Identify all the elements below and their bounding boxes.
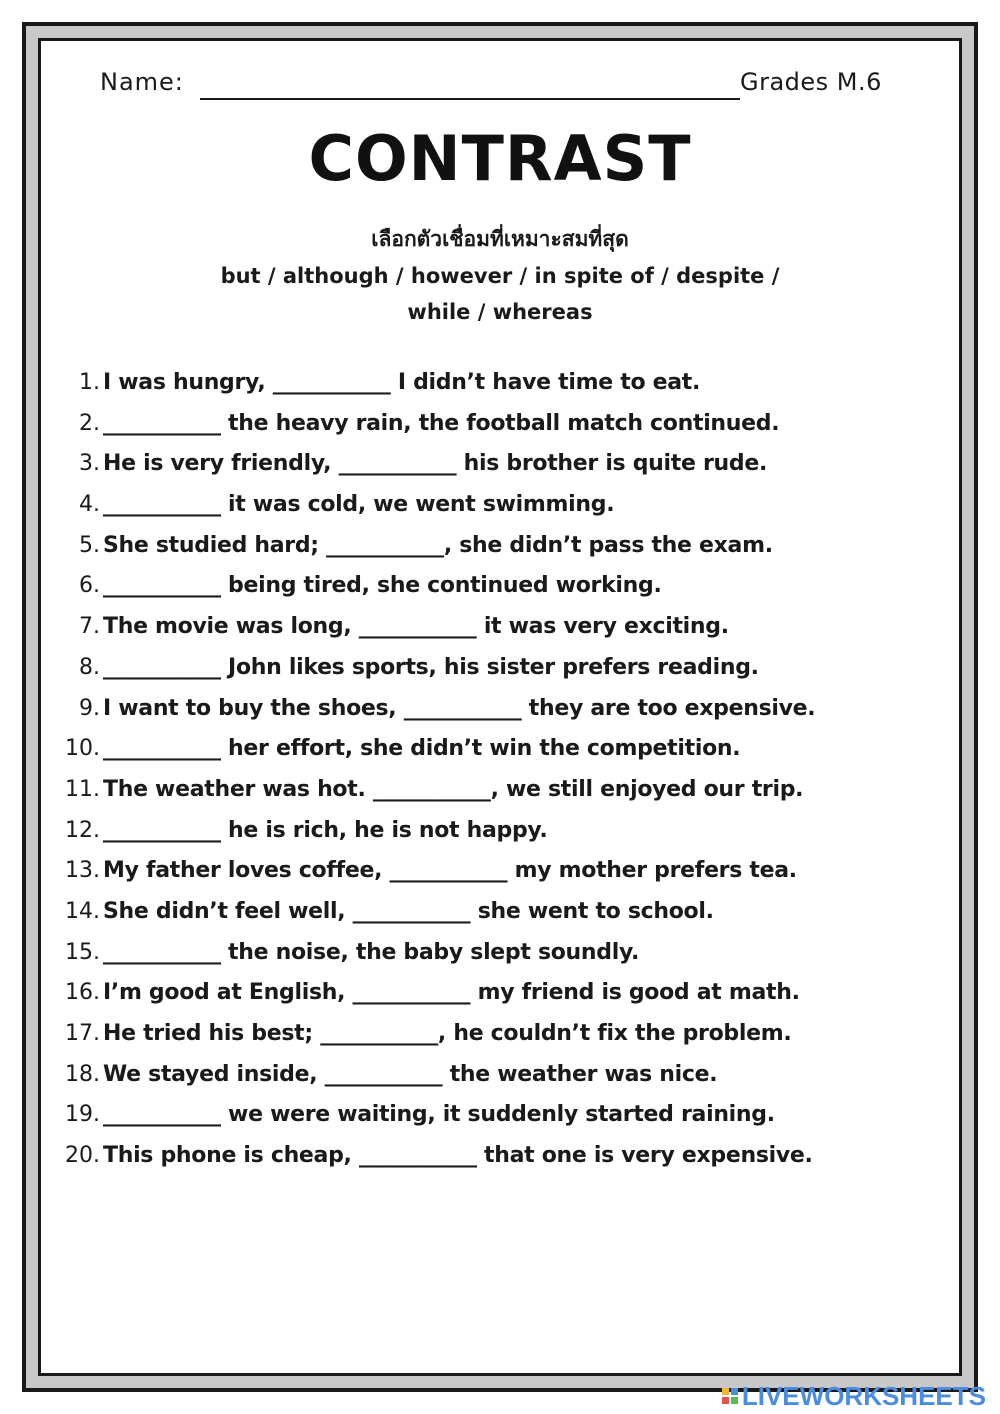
question-number: 11. (65, 776, 100, 802)
name-row (100, 64, 900, 104)
question-item (0, 1137, 1000, 1178)
question-number: 18. (65, 1061, 100, 1087)
question-item (0, 730, 1000, 771)
question-text[interactable]: This phone is cheap, ___________ that one is very expensive. (103, 1143, 813, 1169)
question-list (0, 364, 1000, 1178)
question-number: 6. (79, 573, 100, 599)
question-number: 2. (79, 410, 100, 436)
question-number: 1. (79, 370, 100, 395)
liveworksheets-logo-icon (722, 1388, 738, 1404)
question-text[interactable]: ___________ we were waiting, it suddenly started raining. (103, 1102, 775, 1128)
question-item (0, 1015, 1000, 1056)
question-item (0, 649, 1000, 690)
question-text[interactable]: He tried his best; ___________, he couldn’t fix the problem. (103, 1021, 792, 1046)
question-item (0, 812, 1000, 853)
question-number: 9. (79, 695, 100, 721)
name-input-line[interactable] (200, 98, 740, 100)
question-number: 5. (79, 532, 100, 558)
question-text[interactable]: I want to buy the shoes, ___________ they are too expensive. (103, 695, 816, 721)
question-item (0, 690, 1000, 731)
question-item (0, 445, 1000, 486)
question-item (0, 1056, 1000, 1097)
question-item (0, 608, 1000, 649)
word-bank (150, 258, 850, 330)
question-text[interactable]: ___________ the heavy rain, the football match continued. (103, 410, 780, 436)
question-text[interactable]: I’m good at English, ___________ my friend is good at math. (103, 980, 800, 1006)
word-bank-line-2: while / whereas (407, 300, 593, 324)
question-text[interactable]: He is very friendly, ___________ his brother is quite rude. (103, 451, 767, 477)
question-number: 8. (79, 654, 100, 680)
question-text[interactable]: We stayed inside, ___________ the weather was nice. (103, 1061, 718, 1087)
question-text[interactable]: ___________ John likes sports, his sister prefers reading. (103, 654, 759, 680)
question-number: 13. (65, 858, 100, 884)
question-item (0, 486, 1000, 527)
question-text[interactable]: ___________ her effort, she didn’t win the competition. (103, 736, 741, 762)
instruction-text: เลือกตัวเชื่อมที่เหมาะสมที่สุด (371, 227, 629, 251)
question-item (0, 771, 1000, 812)
logo-square-yellow (722, 1388, 729, 1395)
logo-square-blue (731, 1388, 738, 1395)
question-number: 16. (65, 980, 100, 1006)
question-number: 20. (65, 1143, 100, 1169)
question-text[interactable]: I was hungry, ___________ I didn’t have time to eat. (103, 370, 701, 395)
question-text[interactable]: She studied hard; ___________, she didn’t pass the exam. (103, 532, 773, 558)
question-text[interactable]: ___________ the noise, the baby slept soundly. (103, 939, 640, 965)
question-item (0, 364, 1000, 405)
question-item (0, 527, 1000, 568)
question-number: 14. (65, 898, 100, 924)
word-bank-line-1: but / although / however / in spite of / despite / (220, 264, 780, 288)
question-number: 15. (65, 939, 100, 965)
logo-square-red (722, 1397, 729, 1404)
question-number: 4. (79, 492, 100, 518)
question-item (0, 934, 1000, 975)
question-text[interactable]: My father loves coffee, ___________ my mother prefers tea. (103, 858, 797, 884)
question-item (0, 893, 1000, 934)
question-text[interactable]: ___________ it was cold, we went swimming. (103, 492, 615, 518)
question-number: 19. (65, 1102, 100, 1128)
question-number: 7. (79, 614, 100, 640)
liveworksheets-watermark[interactable] (722, 1382, 986, 1410)
question-text[interactable]: ___________ being tired, she continued working. (103, 573, 662, 599)
logo-square-green (731, 1397, 738, 1404)
question-number: 10. (65, 736, 100, 762)
question-number: 3. (79, 451, 100, 477)
question-text[interactable]: The weather was hot. ___________, we still enjoyed our trip. (103, 776, 804, 802)
question-item (0, 974, 1000, 1015)
worksheet-title: CONTRAST (308, 122, 692, 195)
question-text[interactable]: ___________ he is rich, he is not happy. (103, 817, 548, 843)
question-number: 17. (65, 1021, 100, 1046)
question-text[interactable]: The movie was long, ___________ it was very exciting. (103, 614, 729, 640)
question-number: 12. (65, 817, 100, 843)
grade-label: Grades M.6 (740, 68, 882, 96)
question-item (0, 852, 1000, 893)
question-item (0, 405, 1000, 446)
name-label: Name: (100, 68, 184, 96)
question-item (0, 567, 1000, 608)
question-text[interactable]: She didn’t feel well, ___________ she went to school. (103, 898, 714, 924)
watermark-text: LIVEWORKSHEETS (741, 1380, 986, 1411)
question-item (0, 1096, 1000, 1137)
